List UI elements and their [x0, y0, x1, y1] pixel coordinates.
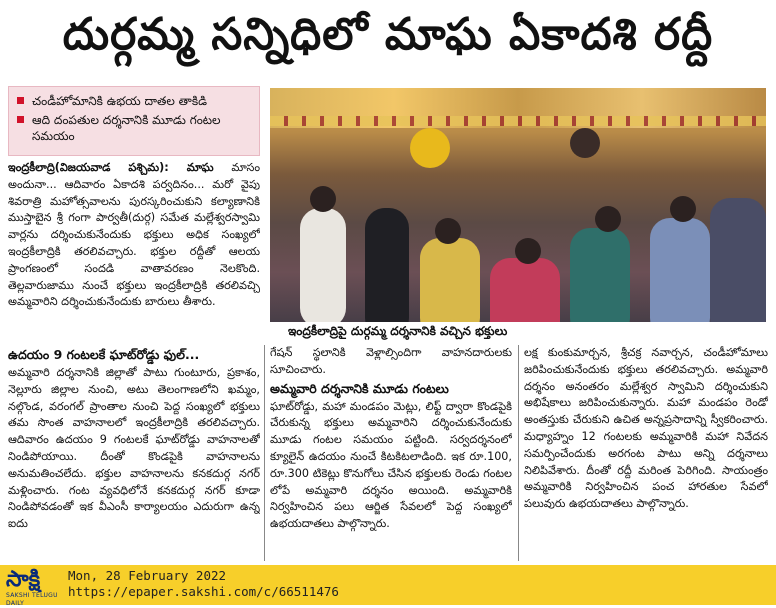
article-text: అమ్మవారి దర్శనానికి జిల్లాతో పాటు గుంటూరు, ప్రకాశం, నెల్లూరు జిల్లాల నుంచి, అటు తెలంగాణలోని ఖమ్మం, నల్గొండ, వరంగల్‌ ప్రాంతాల నుంచి పెద్ద సంఖ్యలో భక్తులు తమ సొంత వాహనాలలో ఇంద్రకీలాద్రికి తరలివచ్చారు. ఆదివారం ఉదయం 9 గంటలకే ఘాట్‌రోడ్డు వాహనాలతో నిండిపోయాయి. దీంతో కొండపైకి వాహనాలను అనుమతించలేదు. భక్తుల వాహనాలను కనకదుర్గ నగర్‌ మళ్లించారు. గంట వ్యవధిలోనే కనకదుర్గ నగర్‌ కూడా నిండిపోవడంతో ఇక వీఎంసీ కార్యాలయం ఎదురుగా ఉన్న ఐదు	[8, 366, 260, 531]
news-photo	[270, 88, 766, 334]
logo-subtitle: SAKSHI TELUGU DAILY	[6, 592, 58, 607]
article-text: మాసం అందునా... ఆదివారం ఏకాదశి పర్వదినం... మరో వైపు శివరాత్రి మహోత్సవాలను పురస్కరించుకుని కల్యాణానికి ముస్తాబైన శ్రీ గంగా పార్వతీ(దుర్గ) సమేత మల్లేశ్వరస్వామి వార్లను దర్శించుకునేందుకు భక్తులు అధిక సంఖ్యలో ఇంద్రకీలాద్రికి తరలివచ్చారు. భక్తుల రద్దీతో ఆలయ ప్రాంగణంలో సందడి వాతావరణం నెలకొంది. తెల్లవారుజాము నుంచే భక్తులు ఇంద్రకీలాద్రికి తరలివచ్చి అమ్మవారిని దర్శించుకునేందుకు బారులు తీశారు.	[8, 161, 260, 309]
epaper-link[interactable]: https://epaper.sakshi.com/c/66511476	[68, 584, 339, 599]
article-text: ఘాట్‌రోడ్డు, మహా మండపం మెట్లు, లిఫ్ట్‌ ద్వారా కొండపైకి చేరుకున్న భక్తులు అమ్మవారిని దర్శించుకునేందుకు మూడు గంటల సమయం పట్టింది. సర్వదర్శనంలో క్యూలైన్‌ ఉదయం నుంచే కిటకిటలాడింది. ఇక రూ.100, రూ.300 టికెట్లు కొనుగోలు చేసిన భక్తులకు రెండు గంటల లోపే అమ్మవారి దర్శనం అయింది. అమ్మవారికి నిర్వహించిన పలు ఆర్జిత సేవలలో పెద్ద సంఖ్యలో ఉభయదాతలు పాల్గొన్నారు.	[270, 399, 512, 531]
column-divider	[264, 345, 265, 561]
highlight-text: చండీహోమానికి ఉభయ దాతల తాకిడి	[32, 94, 208, 108]
column-divider	[518, 345, 519, 561]
highlight-item	[17, 93, 251, 109]
bullet-icon	[17, 116, 24, 123]
footer	[0, 565, 776, 605]
logo-text: సాక్షి	[6, 567, 41, 592]
headline: దుర్గమ్మ సన్నిధిలో మాఘ ఏకాదశి రద్దీ	[62, 9, 714, 60]
footer-info	[68, 568, 339, 600]
dateline: ఇంద్రకీలాద్రి(విజయవాడ పశ్చిమ): మాఘ	[8, 161, 214, 174]
article-text: లక్ష కుంకుమార్చన, శ్రీచక్ర నవార్చన, చండీహోమాలు జరిపించుకునేందుకు భక్తులు తరలివచ్చారు. అమ్మవారి దర్శనం అనంతరం మల్లేశ్వర స్వామిని దర్శించుకుని అభిషేకాలు జరిపించుకున్నారు. మహా మండపం రెండో అంతస్తుకు చేరుకుని ఉచిత అన్నప్రసాదాన్ని స్వీకరించారు. మధ్యాహ్నం 12 గంటలకు అమ్మవారికి మహా నివేదన సమర్పించేందుకు అరగంట పాటు అన్ని దర్శనాలు నిలిపివేశారు. దీంతో రద్దీ మరింత పెరిగింది. సాయంత్రం అమ్మవారికి నిర్వహించిన పంచ హారతుల సేవలో పలువురు ఉభయదాతలు పాల్గొన్నారు.	[524, 346, 768, 511]
column-1-top	[8, 160, 260, 338]
bullet-icon	[17, 97, 24, 104]
column-2	[270, 345, 512, 561]
column-1-bottom	[8, 345, 260, 561]
article-text: గేషన్‌ స్థలానికి వెళ్లాల్సిందిగా వాహనదారులకు సూచించారు.	[270, 346, 512, 376]
subheading: అమ్మవారి దర్శనానికి మూడు గంటలు	[270, 380, 449, 396]
sakshi-logo[interactable]	[6, 567, 62, 607]
publish-date: Mon, 28 February 2022	[68, 568, 227, 583]
highlights-box	[8, 86, 260, 156]
column-3	[524, 345, 768, 561]
subheading: ఉదయం 9 గంటలకే ఘాట్‌రోడ్డు ఫుల్‌...	[8, 347, 200, 362]
photo-caption: ఇంద్రకీలాద్రిపై దుర్గమ్మ దర్శనానికి వచ్చిన భక్తులు	[270, 322, 766, 342]
highlight-text: ఆది దంపతుల దర్శనానికి మూడు గంటల సమయం	[32, 113, 221, 143]
highlight-item	[17, 112, 251, 144]
